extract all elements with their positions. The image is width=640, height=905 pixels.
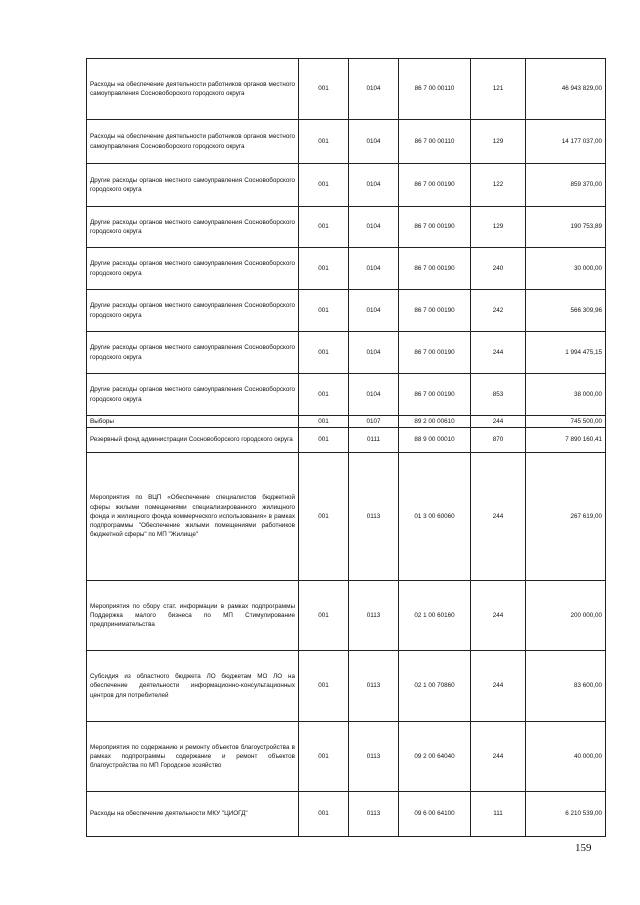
row-expense-type: 242 — [471, 290, 526, 332]
row-target-code: 86 7 00 00110 — [399, 120, 471, 164]
row-amount: 7 890 160,41 — [526, 428, 606, 453]
row-description: Другие расходы органов местного самоуправления Сосновоборского городского округа — [87, 207, 299, 248]
row-expense-type: 244 — [471, 453, 526, 581]
row-amount: 46 943 829,00 — [526, 59, 606, 120]
row-section-code: 0104 — [349, 332, 399, 374]
row-target-code: 86 7 00 00190 — [399, 248, 471, 290]
table-row — [87, 428, 606, 453]
row-target-code: 86 7 00 00110 — [399, 59, 471, 120]
row-section-code: 0104 — [349, 248, 399, 290]
row-description: Другие расходы органов местного самоуправления Сосновоборского городского округа — [87, 290, 299, 332]
table-row — [87, 651, 606, 722]
row-target-code: 01 3 00 60060 — [399, 453, 471, 581]
row-admin-code: 001 — [299, 164, 349, 207]
row-description: Другие расходы органов местного самоуправления Сосновоборского городского округа — [87, 164, 299, 207]
row-admin-code: 001 — [299, 120, 349, 164]
row-amount: 200 000,00 — [526, 581, 606, 651]
row-target-code: 09 2 00 64040 — [399, 722, 471, 792]
row-target-code: 02 1 00 60160 — [399, 581, 471, 651]
row-amount: 745 500,00 — [526, 416, 606, 428]
row-admin-code: 001 — [299, 416, 349, 428]
row-target-code: 88 9 00 00010 — [399, 428, 471, 453]
row-description: Мероприятия по сбору стат. информации в рамках подпрограммы Поддержка малого бизнеса по МП Стимулирование предпринимательства — [87, 581, 299, 651]
row-expense-type: 244 — [471, 651, 526, 722]
row-section-code: 0113 — [349, 722, 399, 792]
row-expense-type: 122 — [471, 164, 526, 207]
table-row — [87, 374, 606, 416]
row-section-code: 0113 — [349, 453, 399, 581]
row-admin-code: 001 — [299, 581, 349, 651]
row-section-code: 0104 — [349, 59, 399, 120]
row-admin-code: 001 — [299, 207, 349, 248]
row-expense-type: 870 — [471, 428, 526, 453]
row-target-code: 09 6 00 64100 — [399, 792, 471, 837]
row-section-code: 0113 — [349, 651, 399, 722]
row-section-code: 0113 — [349, 581, 399, 651]
table-row — [87, 164, 606, 207]
table-row — [87, 722, 606, 792]
row-section-code: 0111 — [349, 428, 399, 453]
row-amount: 30 000,00 — [526, 248, 606, 290]
row-description: Другие расходы органов местного самоуправления Сосновоборского городского округа — [87, 248, 299, 290]
row-description: Выборы — [87, 416, 299, 428]
row-description: Субсидия из областного бюджета ЛО бюджетам МО ЛО на обеспечение деятельности информационно-консультационных центров для потребителей — [87, 651, 299, 722]
row-description: Расходы на обеспечение деятельности МКУ "ЦИОГД" — [87, 792, 299, 837]
row-section-code: 0113 — [349, 792, 399, 837]
row-amount: 40 000,00 — [526, 722, 606, 792]
row-section-code: 0104 — [349, 207, 399, 248]
row-target-code: 02 1 00 70860 — [399, 651, 471, 722]
budget-table-body — [87, 59, 606, 837]
row-amount: 1 994 475,15 — [526, 332, 606, 374]
table-row — [87, 416, 606, 428]
row-section-code: 0104 — [349, 374, 399, 416]
row-admin-code: 001 — [299, 792, 349, 837]
row-description: Расходы на обеспечение деятельности работников органов местного самоуправления Сосновоборского городского округа — [87, 120, 299, 164]
row-admin-code: 001 — [299, 332, 349, 374]
table-row — [87, 207, 606, 248]
table-row — [87, 792, 606, 837]
row-expense-type: 129 — [471, 207, 526, 248]
row-amount: 14 177 037,00 — [526, 120, 606, 164]
table-row — [87, 248, 606, 290]
table-row — [87, 581, 606, 651]
row-expense-type: 121 — [471, 59, 526, 120]
row-admin-code: 001 — [299, 651, 349, 722]
row-expense-type: 244 — [471, 722, 526, 792]
table-row — [87, 453, 606, 581]
row-admin-code: 001 — [299, 374, 349, 416]
row-admin-code: 001 — [299, 248, 349, 290]
table-row — [87, 332, 606, 374]
row-target-code: 86 7 00 00190 — [399, 374, 471, 416]
row-admin-code: 001 — [299, 453, 349, 581]
row-section-code: 0104 — [349, 290, 399, 332]
row-amount: 190 753,89 — [526, 207, 606, 248]
row-target-code: 86 7 00 00190 — [399, 164, 471, 207]
table-row — [87, 290, 606, 332]
row-description: Мероприятия по ВЦП «Обеспечение специалистов бюджетной сферы жилыми помещениями специализированного жилищного фонда и жилищного фонда коммерческого использования» в рамках подпрограммы "Обеспечение жилыми помещениями работников бюджетной сферы" по МП "Жилище" — [87, 453, 299, 581]
row-section-code: 0107 — [349, 416, 399, 428]
page-number: 159 — [575, 842, 592, 854]
row-section-code: 0104 — [349, 164, 399, 207]
row-expense-type: 129 — [471, 120, 526, 164]
row-description: Расходы на обеспечение деятельности работников органов местного самоуправления Сосновоборского городского округа — [87, 59, 299, 120]
row-target-code: 86 7 00 00190 — [399, 290, 471, 332]
row-admin-code: 001 — [299, 290, 349, 332]
row-amount: 267 619,00 — [526, 453, 606, 581]
row-target-code: 86 7 00 00190 — [399, 207, 471, 248]
row-description: Другие расходы органов местного самоуправления Сосновоборского городского округа — [87, 332, 299, 374]
row-expense-type: 111 — [471, 792, 526, 837]
row-description: Мероприятия по содержанию и ремонту объектов благоустройства в рамках подпрограммы содержание и ремонт объектов благоустройства по МП Городское хозяйство — [87, 722, 299, 792]
row-expense-type: 244 — [471, 332, 526, 374]
row-amount: 38 000,00 — [526, 374, 606, 416]
row-amount: 859 370,00 — [526, 164, 606, 207]
budget-table — [86, 58, 606, 837]
row-expense-type: 853 — [471, 374, 526, 416]
row-admin-code: 001 — [299, 722, 349, 792]
row-expense-type: 244 — [471, 416, 526, 428]
row-admin-code: 001 — [299, 428, 349, 453]
row-target-code: 89 2 00 00610 — [399, 416, 471, 428]
row-amount: 566 309,96 — [526, 290, 606, 332]
row-description: Резервный фонд администрации Сосновоборского городского округа — [87, 428, 299, 453]
row-target-code: 86 7 00 00190 — [399, 332, 471, 374]
table-row — [87, 120, 606, 164]
row-amount: 83 600,00 — [526, 651, 606, 722]
row-amount: 6 210 539,00 — [526, 792, 606, 837]
table-row — [87, 59, 606, 120]
row-expense-type: 244 — [471, 581, 526, 651]
row-section-code: 0104 — [349, 120, 399, 164]
row-admin-code: 001 — [299, 59, 349, 120]
row-expense-type: 240 — [471, 248, 526, 290]
row-description: Другие расходы органов местного самоуправления Сосновоборского городского округа — [87, 374, 299, 416]
